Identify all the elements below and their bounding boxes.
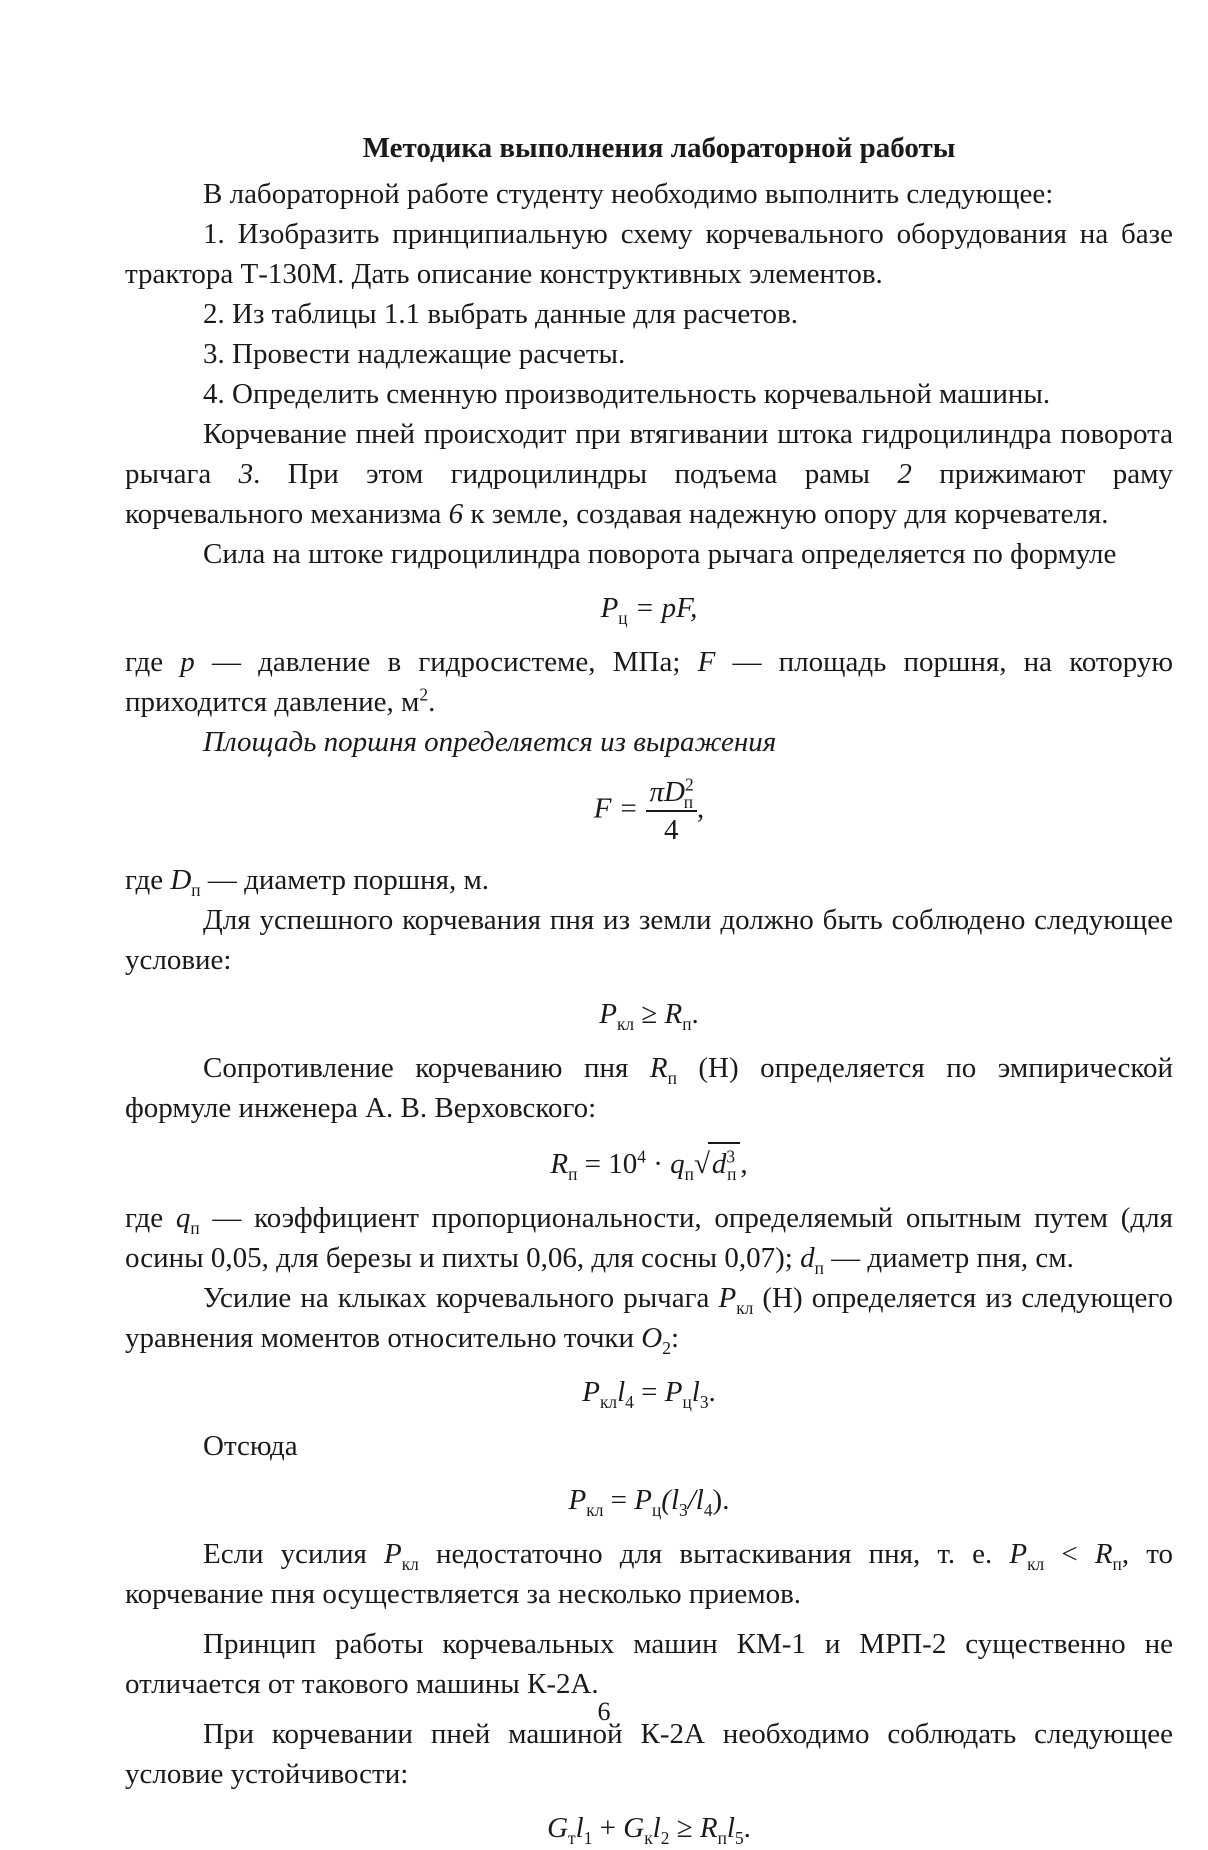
step-2: 2. Из таблицы 1.1 выбрать данные для расчетов. <box>203 298 798 330</box>
hence-paragraph: Отсюда <box>203 1430 298 1462</box>
page-number: 6 <box>597 1697 611 1726</box>
section-title: Методика выполнения лабораторной работы <box>362 132 956 164</box>
principle-paragraph: Принцип работы корчевальных машин КМ-1 и МРП-2 существенно не отличается от такового машины К-2А. <box>125 1628 1173 1700</box>
formula-cylinder-force: $P_ц$ = pF, <box>600 592 698 628</box>
formula-moments: $P_{кл}l_4 = P_цl_3$. <box>582 1376 716 1412</box>
insufficient-paragraph: Если усилия $P_{кл}$ недостаточно для вытаскивания пня, т. е. $P_{кл} < R_п$, то корчевание пня осуществляется за несколько приемов. <box>125 1538 1173 1610</box>
formula-resistance: $R_п = 10^4 \cdot q_п√d^3_п$ , <box>125 1142 1173 1184</box>
step-3: 3. Провести надлежащие расчеты. <box>203 338 626 370</box>
force-paragraph: Сила на штоке гидроцилиндра поворота рычага определяется по формуле <box>203 538 1117 570</box>
intro-paragraph: В лабораторной работе студенту необходимо выполнить следующее: <box>203 178 1054 210</box>
area-paragraph: Площадь поршня определяется из выражения <box>203 726 777 758</box>
uprooting-paragraph: Корчевание пней происходит при втягивании штока гидроцилиндра поворота рычага 3. При этом гидроцилиндры подъема рамы 2 прижимают раму корчевального механизма 6 к земле, создавая надежную опору для корчевателя. <box>125 418 1173 530</box>
step-1: 1. Изобразить принципиальную схему корчевального оборудования на базе трактора Т-130М. Дать описание конструктивных элементов. <box>125 218 1173 290</box>
formula-stability: $G_тl_1 + G_кl_2 \ge R_пl_5$. <box>547 1812 751 1848</box>
effort-paragraph: Усилие на клыках корчевального рычага $P_{кл}$ (Н) определяется из следующего уравнения моментов относительно точки $O_2$: <box>125 1282 1173 1358</box>
stability-paragraph: При корчевании пней машиной К-2А необходимо соблюдать следующее условие устойчивости: <box>125 1718 1173 1790</box>
step-4: 4. Определить сменную производительность корчевальной машины. <box>203 378 1051 410</box>
fraction: $\frac{\pi D^2_п}{4}$ <box>646 776 698 846</box>
resistance-paragraph: Сопротивление корчеванию пня $R_п$ (Н) определяется по эмпирической формуле инженера А. В. Верховского: <box>125 1052 1174 1124</box>
condition-paragraph: Для успешного корчевания пня из земли должно быть соблюдено следующее условие: <box>125 904 1173 976</box>
formula-condition: $P_{кл} \ge R_п$. <box>599 998 699 1034</box>
sqrt-radicand: $d^3_п$ <box>708 1142 741 1184</box>
where-coefficient-paragraph: где $q_п$ — коэффициент пропорциональности, определяемый опытным путем (для осины 0,05, для березы и пихты 0,06, для сосны 0,07); $d_п$ — диаметр пня, см. <box>125 1202 1173 1278</box>
formula-effort: $P_{кл} = P_ц(l_3/l_4)$. <box>568 1484 730 1520</box>
where-diameter-paragraph: где $D_п$ — диаметр поршня, м. <box>125 864 490 900</box>
formula-piston-area: F = $\frac{\pi D^2_п}{4}$ , <box>593 774 705 846</box>
where-pressure-paragraph: где p — давление в гидросистеме, МПа; F — площадь поршня, на которую приходится давление, $м^2$. <box>125 646 1174 718</box>
